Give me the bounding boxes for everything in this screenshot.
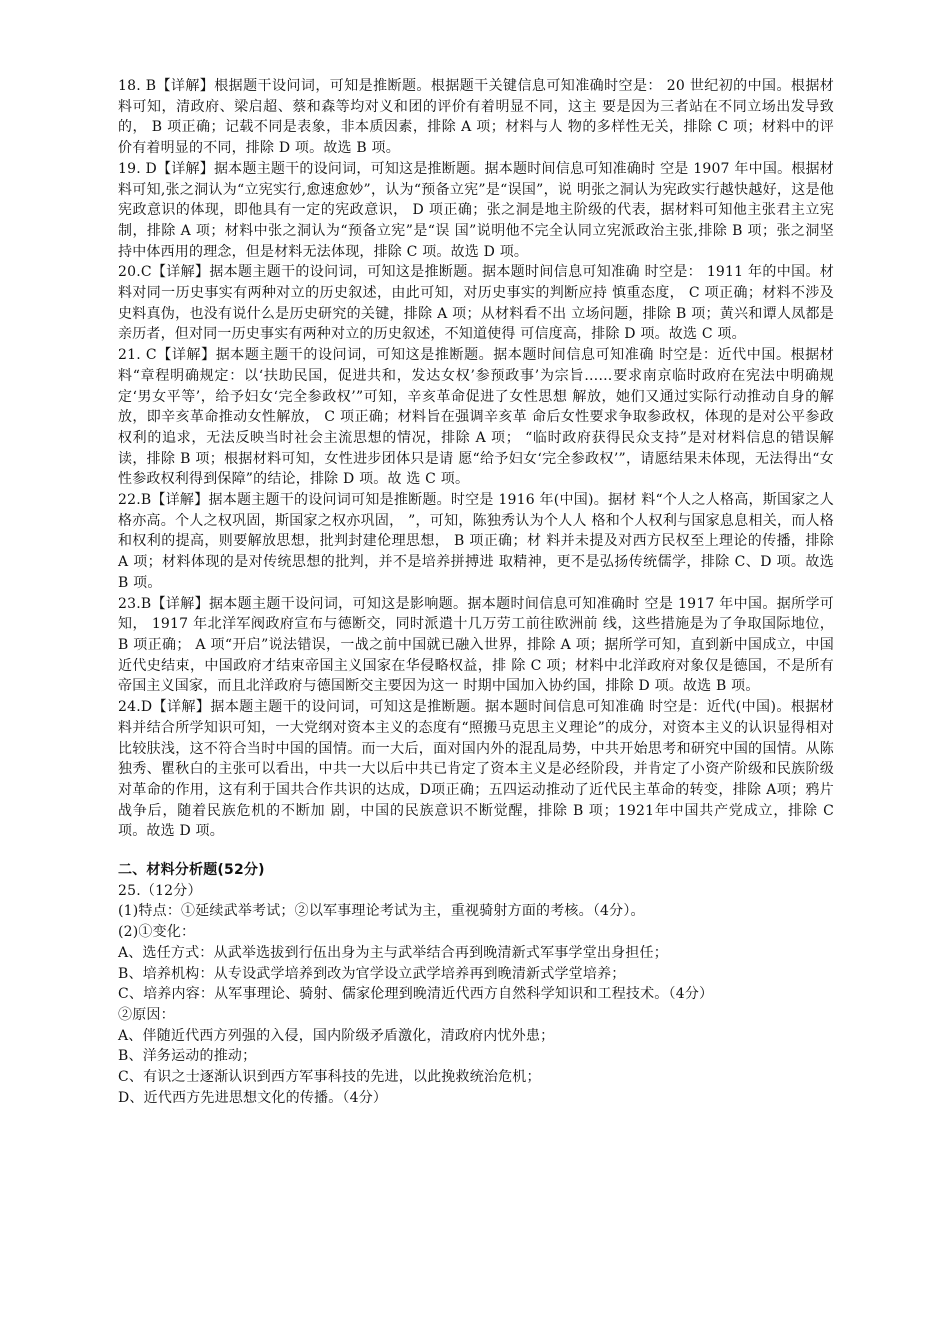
answer-20: 20.C【详解】据本题主题干的设问词，可知这是推断题。据本题时间信息可知准确 时空是： 1911 年的中国。材料对同一历史事实有两种对立的历史叙述，由此可知，对历史事实的判断应持 慎重态度， C 项正确；材料不涉及史料真伪，也没有说什么是历史研究的关键，排除 A 项；从材料看不出 立场问题，排除 B 项；黄兴和谭人凤都是亲历者，但对同一历史事实有两种对立的历史叙述，不知道使得 可信度高，排除 D 项。故选 C 项。 bbox=[118, 264, 835, 343]
section-title: 二、材料分析题(52分) bbox=[118, 862, 265, 879]
q25-reason-a: A、伴随近代西方列强的入侵，国内阶级矛盾激化，清政府内忧外患； bbox=[118, 1027, 555, 1044]
q25-reason-b: B、洋务运动的推动； bbox=[118, 1048, 257, 1065]
answer-24: 24.D【详解】据本题主题干的设问词，可知这是推断题。据本题时间信息可知准确 时空是：近代(中国)。根据材料并结合所学知识可知，一大党纲对资本主义的态度有“照搬马克思主义理论”的成分，对资本主义的认识显得相对比较肤浅，这不符合当时中国的国情。而一大后，面对国内外的混乱局势，中共开始思考和研究中国的国情。从陈独秀、瞿秋白的主张可以看出，中共一大以后中共已肯定了资本主义是必经阶段，并肯定了小资产阶级和民族阶级对革命的作用，这有利于国共合作共识的达成，D项正确；五四运动推动了近代民主革命的转变，排除 A项；鸦片战争后，随着民族危机的不断加 剧，中国的民族意识不断觉醒，排除 B 项；1921年中国共产党成立，排除 C 项。故选 D 项。 bbox=[118, 699, 834, 840]
answer-18: 18. B【详解】根据题干设问词，可知是推断题。根据题干关键信息可知准确时空是： 20 世纪初的中国。根据材料可知，清政府、梁启超、蔡和森等均对义和团的评价有着明显不同，这主 要是因为三者站在不同立场出发导致的， B 项正确；记载不同是表象，非本质因素，排除 A 项；材料与人 物的多样性无关，排除 C 项；材料中的评价有着明显的不同，排除 D 项。故选 B 项。 bbox=[118, 78, 834, 157]
answer-22: 22.B【详解】据本题主题干的设问词可知是推断题。时空是 1916 年(中国)。据材 料“个人之人格高，斯国家之人格亦高。个人之权巩固，斯国家之权亦巩固， ”，可知，陈独秀认为个人人 格和个人权利与国家息息相关，而人格和权利的提高，则要解放思想，批判封建伦理思想， B 项正确；材 料并未提及对西方民权至上理论的传播，排除 A 项；材料体现的是对传统思想的批判，并不是培养拼搏进 取精神，更不是弘扬传统儒学，排除 C、D 项。故选 B 项。 bbox=[118, 492, 834, 591]
q25-change-a: A、选任方式：从武举选拔到行伍出身为主与武举结合再到晚清新式军事学堂出身担任； bbox=[118, 944, 668, 961]
answer-21: 21. C【详解】据本题主题干的设问词，可知这是推断题。据本题时间信息可知准确 时空是：近代中国。根据材料“章程明确规定：以‘扶助民国，促进共和，发达女权’参预政事’为宗旨……要求南京临时政府在宪法中明确规定‘男女平等’，给予妇女‘完全参政权’”可知，辛亥革命促进了女性思想 解放，她们又通过实际行动推动自身的解放，即辛亥革命推动女性解放， C 项正确；材料旨在强调辛亥革 命后女性要求争取参政权，体现的是对公平参政权利的追求，无法反映当时社会主流思想的情况，排除 A 项； “临时政府获得民众支持”是对材料信息的错误解读，排除 B 项；根据材料可知，女性进步团体只是请 愿“给予妇女‘完全参政权’”，请愿结果未体现，无法得出“女性参政权利得到保障”的结论，排除 D 项。故 选 C 项。 bbox=[118, 347, 834, 488]
q25-part1: (1)特点：①延续武举考试；②以军事理论考试为主，重视骑射方面的考核。（4分）。 bbox=[118, 903, 645, 920]
q25-reason-d: D、近代西方先进思想文化的传播。（4分） bbox=[118, 1089, 388, 1106]
answer-content bbox=[118, 76, 834, 1108]
q25-part2-label: (2)①变化： bbox=[118, 924, 196, 941]
q25-header: 25.（12分） bbox=[118, 882, 202, 899]
answer-19: 19. D【详解】据本题主题干的设问词，可知这是推断题。据本题时间信息可知准确时 空是 1907 年中国。根据材料可知,张之洞认为“立宪实行,愈速愈妙”，认为“预备立宪”是“误国”，说 明张之洞认为宪政实行越快越好，这是他宪政意识的体现，即他具有一定的宪政意识， D 项正确；张之洞是地主阶级的代表，据材料可知他主张君主立宪制，排除 A 项；材料中张之洞认为“预备立宪”是“误 国”说明他不完全认同立宪派政治主张,排除 B 项；张之洞坚持中体西用的理念，但是材料无法体现，排除 C 项。故选 D 项。 bbox=[118, 160, 834, 260]
answer-23: 23.B【详解】据本题主题干设问词，可知这是影响题。据本题时间信息可知准确时 空是 1917 年中国。据所学可知， 1917 年北洋军阀政府宣布与德断交，同时派遣十几万劳工前往欧洲前 线，这些措施是为了争取国际地位， B 项正确； A 项“开启”说法错误，一战之前中国就已融入世界，排除 A 项；据所学可知，直到新中国成立，中国近代史结束，中国政府才结束帝国主义国家在华侵略权益，排 除 C 项；材料中北洋政府对象仅是德国，不是所有帝国主义国家，而且北洋政府与德国断交主要因为这一 时期中国加入协约国，排除 D 项。故选 B 项。 bbox=[118, 595, 834, 695]
q25-reason-label: ②原因： bbox=[118, 1006, 175, 1023]
q25-reason-c: C、有识之士逐渐认识到西方军事科技的先进，以此挽救统治危机； bbox=[118, 1069, 541, 1086]
q25-change-b: B、培养机构：从专设武学培养到改为官学设立武学培养再到晚清新式学堂培养； bbox=[118, 965, 626, 982]
q25-change-c: C、培养内容：从军事理论、骑射、儒家伦理到晚清近代西方自然科学知识和工程技术。（4分） bbox=[118, 986, 714, 1003]
